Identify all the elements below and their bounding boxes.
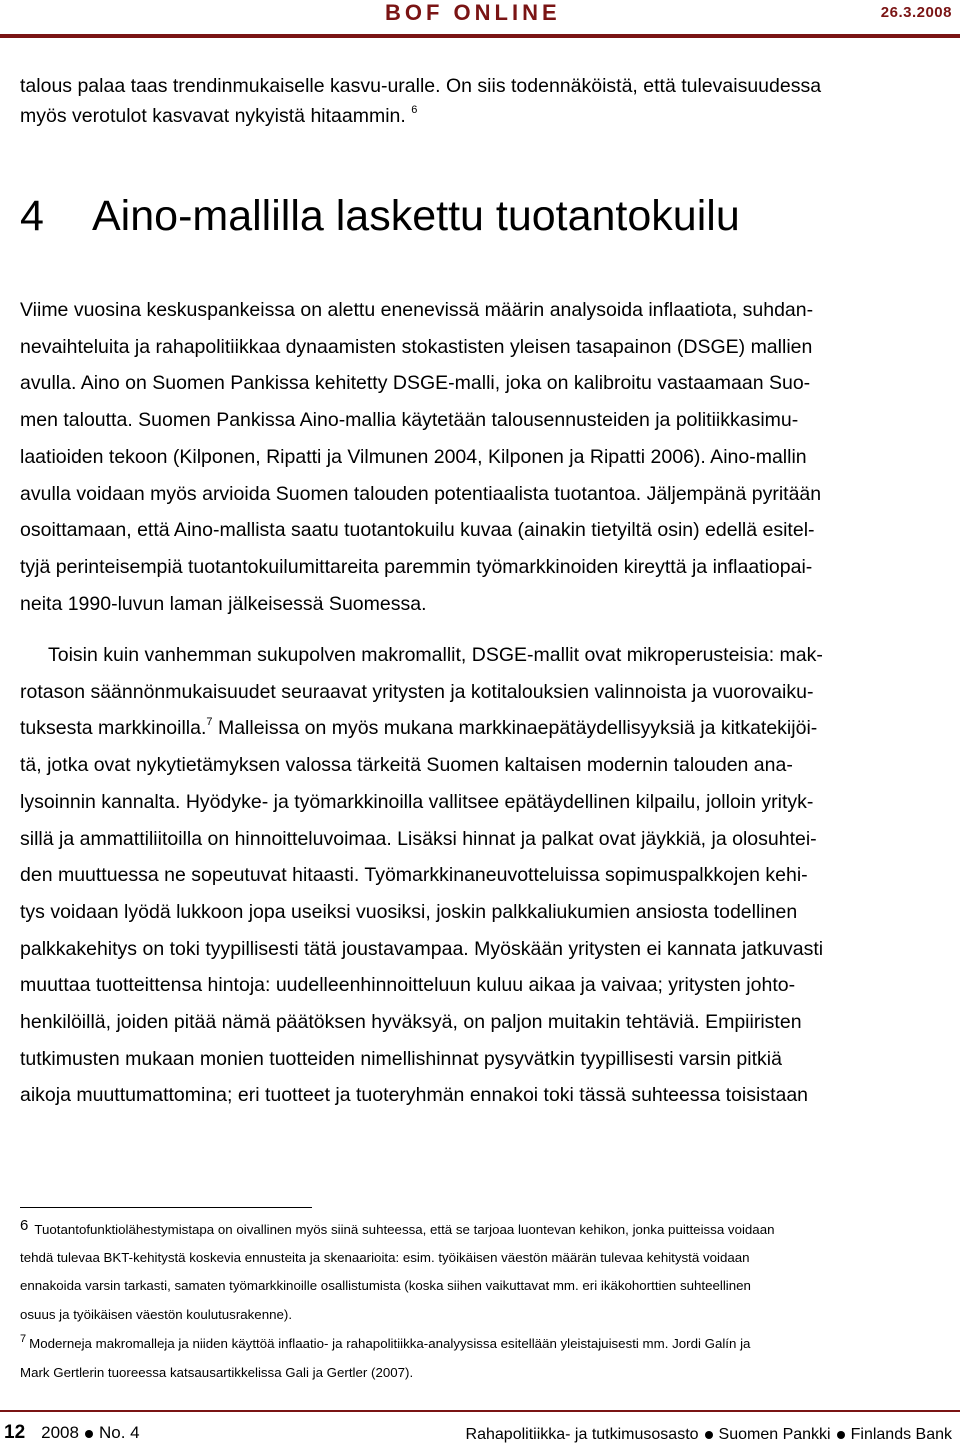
section-heading [20,188,740,244]
text-line: avulla voidaan myös arvioida Suomen talouden potentiaalista tuotantoa. Jäljempänä pyritään [20,482,822,505]
footer-divider [0,1410,960,1412]
footnote-7 [20,1330,940,1387]
text-line: rotason säännönmukaisuudet seuraavat yritysten ja kotitalouksien valinnoista ja vuorovaiku- [20,680,814,703]
footnote-line: Mark Gertlerin tuoreessa katsausartikkelissa Gali ja Gertler (2007). [20,1365,414,1381]
text-line: tyjä perinteisempiä tuotantokuilumittareita paremmin työmarkkinoiden kireyttä ja inflaatiopai- [20,555,813,578]
section-number: 4 [20,192,44,240]
text-line: tä, jotka ovat nykytietämyksen valossa tärkeitä Suomen kaltaisen modernin talouden ana- [20,754,793,777]
header-divider [0,34,960,38]
text-line: men taloutta. Suomen Pankissa Aino-mallia käytetään talousennusteiden ja politiikkasimu- [20,409,799,432]
text-line: tutkimusten mukaan monien tuotteiden nimellishinnat pysyvätkin tyypillisesti varsin pitkiä [20,1047,782,1070]
text-line: neita 1990-luvun laman jälkeisessä Suomessa. [20,592,427,615]
publication-title: BOF ONLINE [385,0,561,25]
paragraph-2 [20,637,940,1114]
bank-name-fi: Suomen Pankki [718,1426,831,1443]
footer-left [4,1422,140,1444]
footnote-6 [20,1216,940,1329]
department-name: Rahapolitiikka- ja tutkimusosasto [465,1426,699,1443]
text-line: nevaihteluita ja rahapolitiikkaa dynaamisten stokastisten yleisen tasapainon (DSGE) mallien [20,335,813,358]
intro-text [20,71,940,131]
bullet-icon [705,1431,713,1439]
text-line: henkilöillä, joiden pitää nämä päätöksen hyväksyä, on paljon muitakin tehtäviä. Empiiristen [20,1011,802,1034]
footnote-line [20,1330,940,1359]
section-title: Aino-mallilla laskettu tuotantokuilu [92,192,740,240]
footnote-line: ennakoida varsin tarkasti, samaten työmarkkinoille osallistumista (koska siihen vaikuttavat mm. eri ikäkohorttien suhteellinen [20,1278,751,1294]
text-line [20,101,940,131]
bank-name-sv: Finlands Bank [850,1426,952,1443]
text-line: Viime vuosina keskuspankeissa on alettu enenevissä määrin analysoida inflaatiota, suhdan- [20,299,814,321]
text-segment: tuksesta markkinoilla. [20,717,207,740]
text-line: Toisin kuin vanhemman sukupolven makromallit, DSGE-mallit ovat mikroperusteisia: mak- [48,644,823,666]
publication-date: 26.3.2008 [880,4,952,21]
footnote-ref[interactable]: 6 [411,104,418,116]
footnote-number: 7 [20,1333,27,1345]
footnote-ref[interactable]: 7 [206,716,213,729]
footnote-number: 6 [20,1217,29,1234]
text-line: osoittamaan, että Aino-mallista saatu tuotantokuilu kuvaa (ainakin tietyiltä osin) edellä esitel- [20,519,815,542]
text-line: den muuttuessa ne sopeutuvat hitaasti. Työmarkkinaneuvotteluissa sopimuspalkkojen kehi- [20,864,808,887]
issue-number: No. 4 [98,1423,140,1442]
paragraph-1 [20,292,940,622]
text-line: sillä ja ammattiliitoilla on hinnoitteluvoimaa. Lisäksi hinnat ja palkat ovat jäykkiä, ja olosuhtei- [20,827,817,850]
text-segment: Malleissa on myös mukana markkinaepätäydellisyyksiä ja kitkatekijöi- [212,717,818,740]
bullet-icon [837,1431,845,1439]
issue-year: 2008 [41,1423,79,1442]
text-line: laatioiden tekoon (Kilponen, Ripatti ja Vilmunen 2004, Kilponen ja Ripatti 2006). Aino-mallin [20,445,807,468]
footnote-line: osuus ja työikäisen väestön koulutusrakenne). [20,1306,293,1322]
text-line: tys voidaan lyödä lukkoon jopa useiksi vuosiksi, joskin palkkaliukumien ansiosta todellinen [20,900,798,923]
text-segment: Moderneja makromalleja ja niiden käyttöä inflaatio- ja rahapolitiikka-analyysissa esitellään yleistajuisesti mm. Jordi Galín ja [29,1336,751,1351]
text-line: lysoinnin kannalta. Hyödyke- ja työmarkkinoilla vallitsee epätäydellinen kilpailu, jolloin yrityk- [20,790,814,813]
footnote-divider [20,1207,312,1208]
page-number: 12 [4,1422,26,1443]
footer-right [466,1426,952,1444]
text-line: muuttaa tuotteittensa hintoja: uudelleenhinnoitteluun kuluu aikaa ja vaivaa; yritysten johto- [20,974,796,997]
text-segment: myös verotulot kasvavat nykyistä hitaammin. [20,105,406,127]
footnote-line: tehdä tulevaa BKT-kehitystä koskevia ennusteita ja skenaarioita: esim. työikäisen väestön määrän tulevaa kehitystä voidaan [20,1250,750,1266]
bullet-icon [85,1430,93,1438]
text-line: talous palaa taas trendinmukaiselle kasvu-uralle. On siis todennäköistä, että tulevaisuudessa [20,75,822,97]
footnote-line [20,1216,940,1244]
text-segment: Tuotantofunktiolähestymistapa on oivallinen myös siinä suhteessa, että se tarjoaa luontevan kehikon, jonka puitteissa voidaan [34,1222,775,1237]
text-line: palkkakehitys on toki tyypillisesti tätä joustavampaa. Myöskään yritysten ei kannata jatkuvasti [20,937,824,960]
text-line [20,710,940,747]
text-line: aikoja muuttumattomina; eri tuotteet ja tuoteryhmän ennakoi toki tässä suhteessa toisistaan [20,1084,809,1107]
text-line: avulla. Aino on Suomen Pankissa kehitetty DSGE-malli, joka on kalibroitu vastaamaan Suo- [20,372,811,395]
